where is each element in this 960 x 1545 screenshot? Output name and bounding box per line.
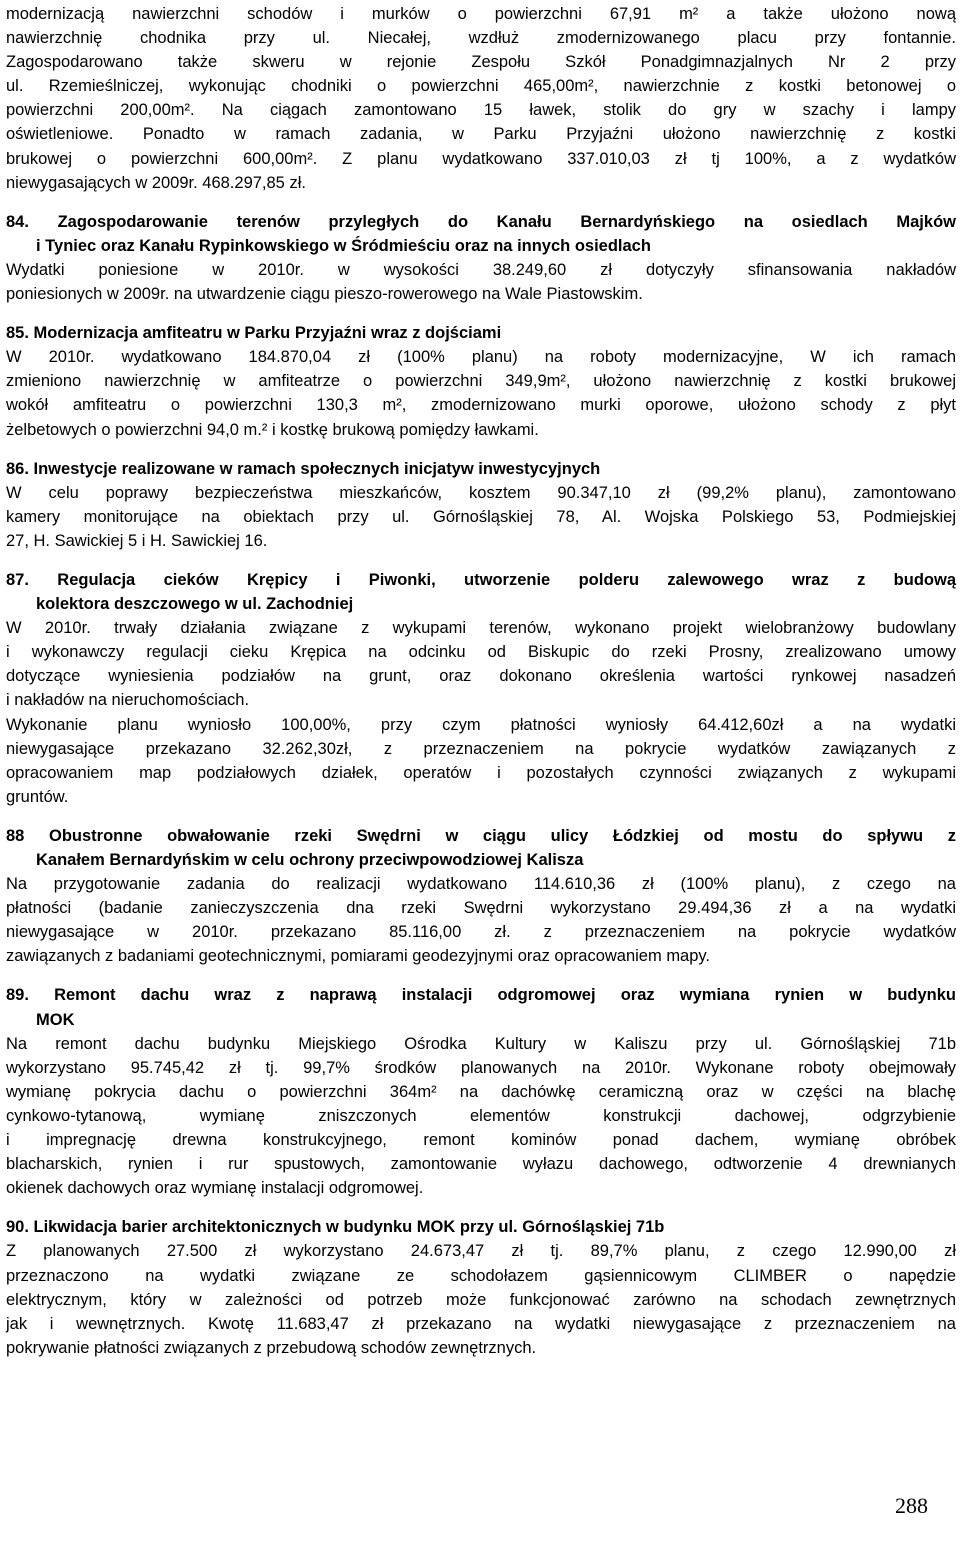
text-line: oświetleniowe. Ponadto w ramach zadania, w Parku Przyjaźni ułożono nawierzchnię z kostki <box>6 125 956 144</box>
text-line: i wykonawczy regulacji cieku Krępica na odcinku od Biskupic do rzeki Prosny, zrealizowano umowy <box>6 643 956 662</box>
section-heading: 89. Remont dachu wraz z naprawą instalacji odgromowej oraz wymiana rynien w budynku <box>6 986 956 1005</box>
text-line: niewygasające przekazano 32.262,30zł, z przeznaczeniem na pokrycie wydatków zawiązanych z <box>6 739 956 758</box>
section-heading: i Tyniec oraz Kanału Rypinkowskiego w Śródmieściu oraz na innych osiedlach <box>36 236 651 255</box>
text-line: gruntów. <box>6 787 69 806</box>
text-line: Na przygotowanie zadania do realizacji wydatkowano 114.610,36 zł (100% planu), z czego na <box>6 875 956 894</box>
text-line: blacharskich, rynien i rur spustowych, zamontowanie wyłazu dachowego, odtworzenie 4 drewnianych <box>6 1155 956 1174</box>
section-heading: 87. Regulacja cieków Krępicy i Piwonki, utworzenie polderu zalewowego wraz z budową <box>6 570 956 589</box>
text-line: żelbetowych o powierzchni 94,0 m.² i kostkę brukową pomiędzy ławkami. <box>6 420 539 439</box>
text-line: zmieniono nawierzchnię w amfiteatrze o powierzchni 349,9m², ułożono nawierzchnię z kostki brukowej <box>6 372 956 391</box>
text-line: niewygasające w 2010r. przekazano 85.116,00 zł. z przeznaczeniem na pokrycie wydatków <box>6 923 956 942</box>
section-88 <box>6 824 956 969</box>
text-line: i impregnację drewna konstrukcyjnego, remont kominów ponad dachem, wymianę obróbek <box>6 1131 956 1150</box>
text-line: cynkowo-tytanową, wymianę zniszczonych elementów konstrukcji dachowej, odgrzybienie <box>6 1106 956 1125</box>
text-line: brukowej o powierzchni 600,00m². Z planu wydatkowano 337.010,03 zł tj 100%, a z wydatków <box>6 149 956 168</box>
text-line: i nakładów na nieruchomościach. <box>6 691 250 710</box>
text-line: wymianę pokrycia dachu o powierzchni 364m² na dachówkę ceramiczną oraz w części na blachę <box>6 1082 956 1101</box>
text-line: wykorzystano 95.745,42 zł tj. 99,7% środków planowanych na 2010r. Wykonane roboty obejmowały <box>6 1058 956 1077</box>
section-84 <box>6 210 956 306</box>
text-line: Wykonanie planu wyniosło 100,00%, przy czym płatności wyniosły 64.412,60zł a na wydatki <box>6 715 956 734</box>
text-line: wokół amfiteatru o powierzchni 130,3 m², zmodernizowano murki oporowe, ułożono schody z płyt <box>6 396 956 415</box>
text-line: zawiązanych z badaniami geotechnicznymi, pomiarami geodezyjnymi oraz opracowaniem mapy. <box>6 947 711 966</box>
text-line: poniesionych w 2009r. na utwardzenie ciągu pieszo-rowerowego na Wale Piastowskim. <box>6 285 643 304</box>
text-line: dotyczące wyniesienia podziałów na grunt, oraz dokonano określenia wartości rynkowej nasadzeń <box>6 667 956 686</box>
text-line: niewygasających w 2009r. 468.297,85 zł. <box>6 173 306 192</box>
text-line: okienek dachowych oraz wymianę instalacji odgromowej. <box>6 1179 424 1198</box>
section-heading: 90. Likwidacja barier architektonicznych w budynku MOK przy ul. Górnośląskiej 71b <box>6 1218 665 1237</box>
text-line: ul. Rzemieślniczej, wykonując chodniki o powierzchni 465,00m², nawierzchnie z kostki betonowej o <box>6 77 956 96</box>
text-line: Zagospodarowano także skweru w rejonie Zespołu Szkół Ponadgimnazjalnych Nr 2 przy <box>6 53 956 72</box>
text-line: kamery monitorujące na obiektach przy ul. Górnośląskiej 78, Al. Wojska Polskiego 53, Podmiejskiej <box>6 507 956 526</box>
text-line: opracowaniem map podziałowych działek, operatów i pozostałych czynności związanych z wykupami <box>6 763 956 782</box>
section-heading: 86. Inwestycje realizowane w ramach społecznych inicjatyw inwestycyjnych <box>6 459 601 478</box>
page-number: 288 <box>895 1493 928 1518</box>
section-89 <box>6 983 956 1200</box>
text-line: jak i wewnętrznych. Kwotę 11.683,47 zł przekazano na wydatki niewygasające z przeznaczeniem na <box>6 1314 956 1333</box>
text-line: nawierzchnię chodnika przy ul. Niecałej, wzdłuż zmodernizowanego placu przy fontannie. <box>6 29 956 48</box>
section-heading: Kanałem Bernardyńskim w celu ochrony przeciwpowodziowej Kalisza <box>36 851 584 869</box>
section-87 <box>6 568 956 809</box>
text-line: elektrycznym, który w zależności od potrzeb może funkcjonować zarówno na schodach zewnętrznych <box>6 1290 956 1309</box>
text-line: Na remont dachu budynku Miejskiego Ośrodka Kultury w Kaliszu przy ul. Górnośląskiej 71b <box>6 1034 956 1053</box>
section-heading: 85. Modernizacja amfiteatru w Parku Przyjaźni wraz z dojściami <box>6 324 502 343</box>
text-line: modernizacją nawierzchni schodów i murków o powierzchni 67,91 m² a także ułożono nową <box>6 5 956 23</box>
text-line: Wydatki poniesione w 2010r. w wysokości 38.249,60 zł dotyczyły sfinansowania nakładów <box>6 260 956 279</box>
text-line: powierzchni 200,00m². Na ciągach zamontowano 15 ławek, stolik do gry w szachy i lampy <box>6 101 956 120</box>
text-line: W 2010r. trwały działania związane z wykupami terenów, wykonano projekt wielobranżowy budowlany <box>6 619 956 638</box>
text-line: W 2010r. wydatkowano 184.870,04 zł (100% planu) na roboty modernizacyjne, W ich ramach <box>6 348 956 367</box>
section-heading: MOK <box>36 1010 75 1029</box>
section-heading: 88 Obustronne obwałowanie rzeki Swędrni w ciągu ulicy Łódzkiej od mostu do spływu z <box>6 826 956 845</box>
text-line: płatności (badanie zanieczyszczenia dna rzeki Swędrni wykorzystano 29.494,36 zł a na wydatki <box>6 899 956 918</box>
section-90 <box>6 1215 956 1360</box>
text-line: W celu poprawy bezpieczeństwa mieszkańców, kosztem 90.347,10 zł (99,2% planu), zamontowano <box>6 483 956 502</box>
text-line: przeznaczono na wydatki związane ze schodołazem gąsiennicowym CLIMBER o napędzie <box>6 1266 956 1285</box>
document-page <box>6 2 956 1360</box>
section-86 <box>6 457 956 553</box>
intro-paragraph <box>6 2 956 195</box>
text-line: 27, H. Sawickiej 5 i H. Sawickiej 16. <box>6 531 268 550</box>
section-85 <box>6 321 956 441</box>
section-heading: kolektora deszczowego w ul. Zachodniej <box>36 595 354 614</box>
text-line: Z planowanych 27.500 zł wykorzystano 24.673,47 zł tj. 89,7% planu, z czego 12.990,00 zł <box>6 1242 956 1261</box>
text-line: pokrywanie płatności związanych z przebudową schodów zewnętrznych. <box>6 1338 537 1357</box>
section-heading: 84. Zagospodarowanie terenów przyległych do Kanału Bernardyńskiego na osiedlach Majków <box>6 212 956 231</box>
